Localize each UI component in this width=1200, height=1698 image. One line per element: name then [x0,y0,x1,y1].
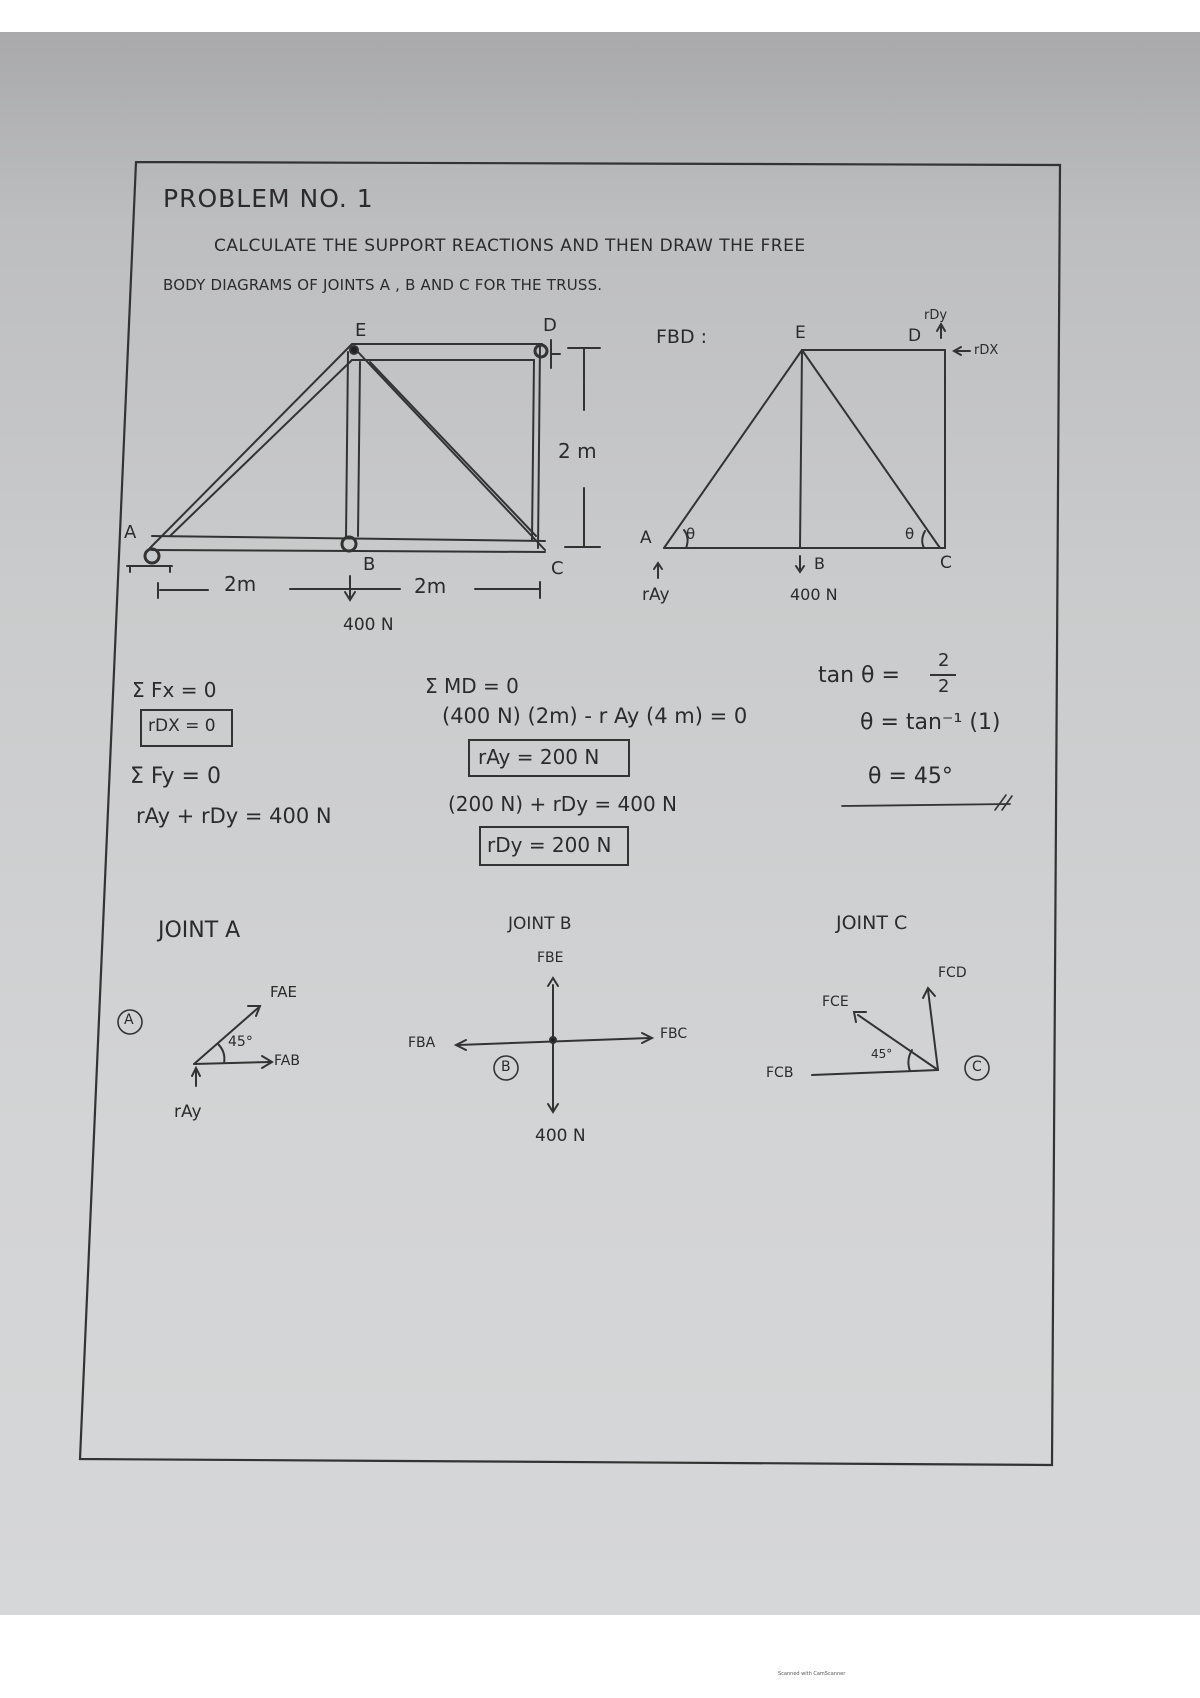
fbd-label-d: D [908,326,922,346]
truss-label-d: D [543,315,557,336]
joint-b-diagram [456,978,652,1112]
eq-ray-result: rAy = 200 N [478,745,600,769]
eq-sum-fy: Σ Fy = 0 [130,764,221,789]
joint-b-fbc-label: FBC [660,1026,688,1042]
truss-label-c: C [551,558,564,579]
fbd-load-label: 400 N [790,585,838,604]
fbd-label-a: A [640,528,652,548]
joint-c-fcd-label: FCD [938,965,967,981]
truss-label-a: A [124,522,137,543]
joint-b-load-label: 400 N [535,1126,586,1146]
fbd-diagram [654,324,970,578]
fbd-label-e: E [795,323,806,343]
fbd-theta-left: θ [686,525,696,543]
eq-tan-denominator: 2 [938,676,950,697]
eq-sum-md: Σ MD = 0 [425,674,519,698]
eq-md: (400 N) (2m) - r Ay (4 m) = 0 [442,704,748,728]
truss-span-dimension-left: 2m [224,572,257,596]
joint-b-title: JOINT B [508,914,572,934]
eq-rdx-result: rDX = 0 [148,716,216,736]
joint-a-ray-label: rAy [174,1102,202,1122]
eq-fy-substituted: (200 N) + rDy = 400 N [448,792,677,816]
joint-a-fae-label: FAE [270,983,297,1001]
truss-label-b: B [363,554,376,575]
problem-statement-line1: CALCULATE THE SUPPORT REACTIONS AND THEN DRAW THE FREE [214,236,806,256]
fbd-label-b: B [814,554,825,573]
joint-a-marker: A [124,1012,134,1028]
joint-b-marker: B [501,1059,511,1075]
joint-c-angle-label: 45° [871,1047,893,1061]
eq-fy: rAy + rDy = 400 N [136,804,332,828]
joint-a-title: JOINT A [158,918,241,943]
eq-theta-inverse: θ = tan⁻¹ (1) [860,710,1001,735]
joint-a-fab-label: FAB [274,1053,300,1069]
truss-load-label: 400 N [343,615,394,635]
joint-a-angle-label: 45° [228,1034,253,1050]
eq-rdy-result: rDy = 200 N [487,833,612,857]
joint-c-marker: C [972,1059,982,1075]
joint-b-fbe-label: FBE [537,950,564,966]
eq-sum-fx: Σ Fx = 0 [132,678,217,702]
truss-span-dimension-right: 2m [414,574,447,598]
fbd-heading: FBD : [656,326,708,348]
eq-tan-lhs: tan θ = [818,663,900,688]
fbd-rdx-label: rDX [974,343,999,358]
fbd-ray-label: rAy [642,585,670,605]
joint-c-title: JOINT C [836,912,908,934]
truss-height-dimension: 2 m [558,439,597,463]
fbd-theta-right: θ [905,525,915,543]
scanner-watermark: Scanned with CamScanner [778,1671,846,1677]
fbd-label-c: C [940,553,952,573]
problem-statement-line2: BODY DIAGRAMS OF JOINTS A , B AND C FOR THE TRUSS. [163,276,603,294]
truss-label-e: E [355,320,367,341]
joint-c-fce-label: FCE [822,994,849,1010]
problem-title: PROBLEM NO. 1 [163,184,374,213]
fbd-rdy-label: rDy [924,308,948,323]
joint-c-fcb-label: FCB [766,1065,794,1081]
eq-theta-value: θ = 45° [868,764,953,789]
eq-tan-numerator: 2 [938,650,950,671]
joint-b-fba-label: FBA [408,1035,436,1051]
